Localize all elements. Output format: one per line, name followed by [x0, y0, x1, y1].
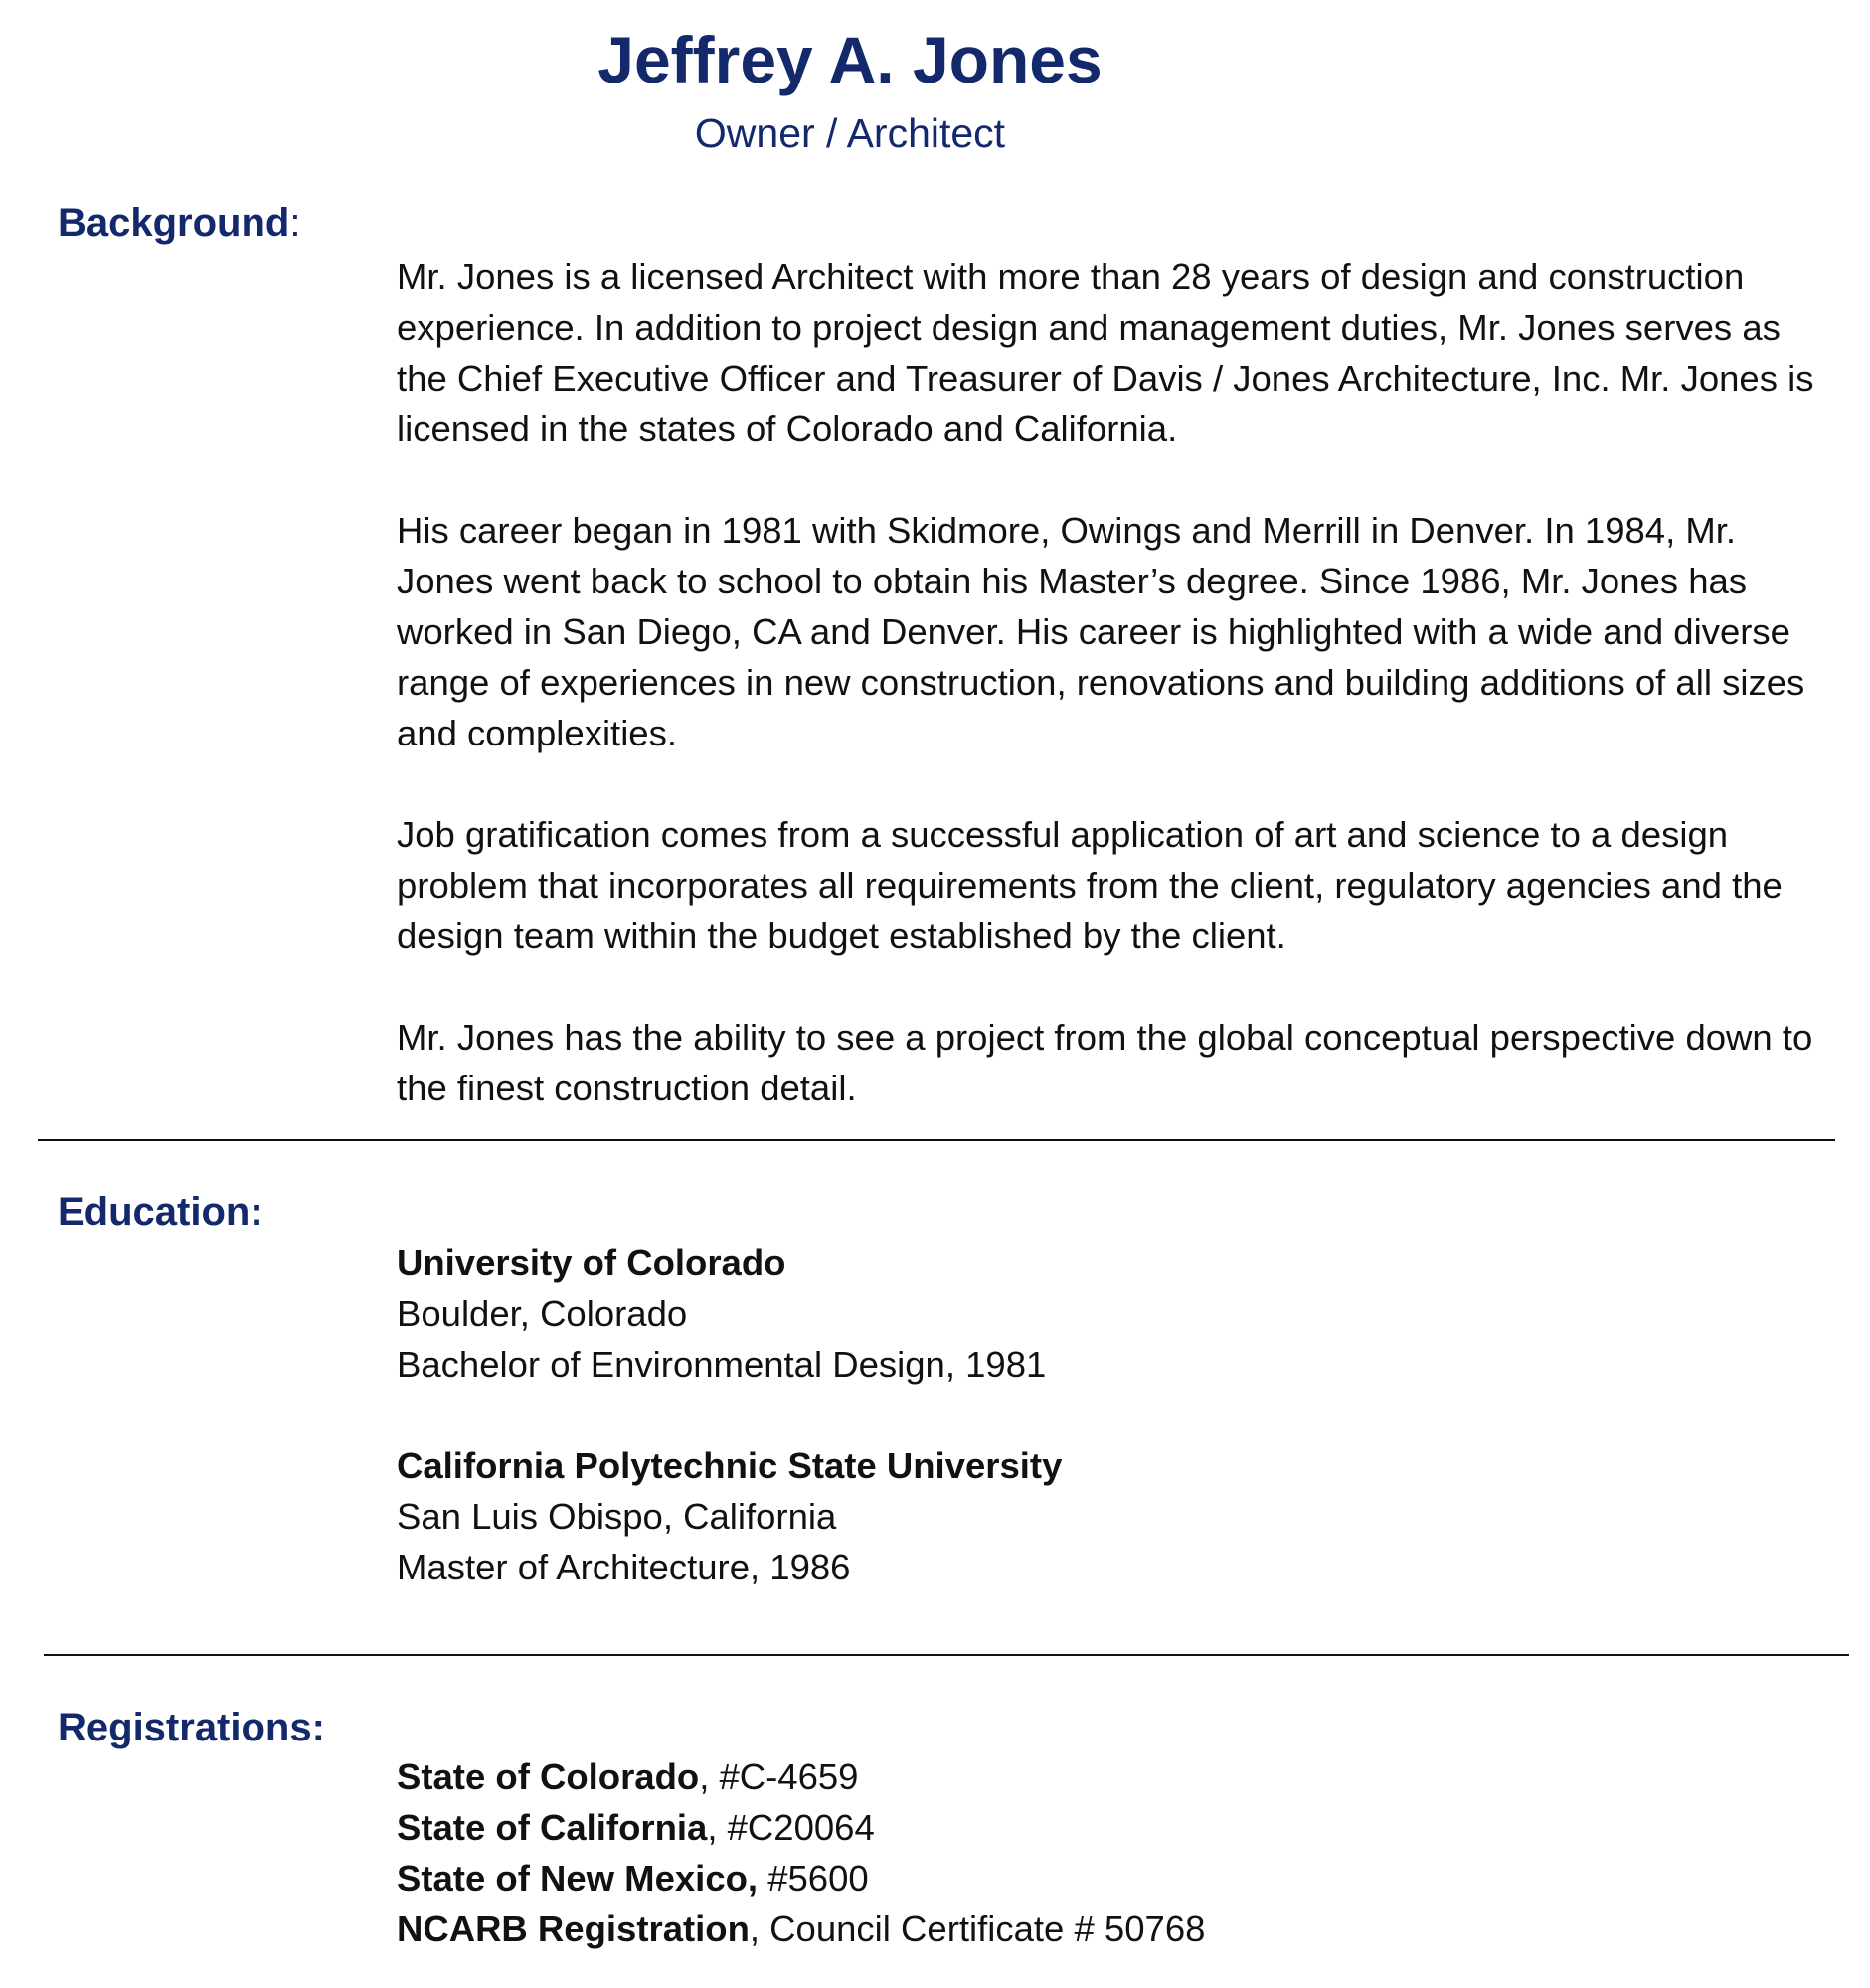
- registration-value: , #C-4659: [699, 1756, 859, 1797]
- registration-value: , #C20064: [707, 1807, 875, 1848]
- school-location: San Luis Obispo, California: [397, 1496, 837, 1537]
- registration-label: State of Colorado: [397, 1756, 700, 1797]
- background-body: [397, 251, 1828, 1113]
- registration-item: [397, 1802, 1828, 1853]
- person-title: Owner / Architect: [694, 110, 1006, 156]
- registration-item: [397, 1904, 1828, 1954]
- registration-value: , Council Certificate # 50768: [749, 1908, 1206, 1949]
- registration-label: State of California: [397, 1807, 708, 1848]
- background-paragraph: His career began in 1981 with Skidmore, Owings and Merrill in Denver. In 1984, Mr. Jones went back to school to obtain his Master’s degree. Since 1986, Mr. Jones has worked in San Diego, CA and Denver. His career is highlighted with a wide and diverse range of experiences in new construction, renovations and building additions of all sizes and complexities.: [397, 510, 1805, 753]
- education-body: [397, 1238, 1828, 1592]
- background-paragraph: Mr. Jones is a licensed Architect with more than 28 years of design and construction experience. In addition to project design and management duties, Mr. Jones serves as the Chief Executive Officer and Treasurer of Davis / Jones Architecture, Inc. Mr. Jones is licensed in the states of Colorado and California.: [397, 256, 1814, 449]
- registration-item: [397, 1853, 1828, 1904]
- background-paragraph: Mr. Jones has the ability to see a project from the global conceptual perspective down to the finest construction detail.: [397, 1017, 1813, 1108]
- background-heading: [58, 197, 300, 248]
- school-degree: Bachelor of Environmental Design, 1981: [397, 1344, 1047, 1385]
- registration-label: NCARB Registration: [397, 1908, 750, 1949]
- resume-header: [0, 20, 1700, 161]
- school-name: California Polytechnic State University: [397, 1445, 1063, 1486]
- registration-label: State of New Mexico,: [397, 1858, 759, 1899]
- section-divider: [38, 1139, 1835, 1141]
- registration-value: #5600: [758, 1858, 869, 1899]
- section-divider: [44, 1654, 1849, 1656]
- background-heading-label: Background: [58, 201, 290, 245]
- registrations-body: [397, 1751, 1828, 1954]
- education-heading: Education:: [58, 1190, 263, 1234]
- school-name: University of Colorado: [397, 1242, 786, 1283]
- registration-item: [397, 1751, 1828, 1802]
- background-heading-colon: :: [289, 201, 301, 245]
- school-location: Boulder, Colorado: [397, 1293, 688, 1334]
- person-name: Jeffrey A. Jones: [597, 23, 1103, 96]
- registrations-heading: Registrations:: [58, 1706, 325, 1749]
- school-degree: Master of Architecture, 1986: [397, 1547, 851, 1587]
- background-paragraph: Job gratification comes from a successful application of art and science to a design problem that incorporates all requirements from the client, regulatory agencies and the design team within the budget established by the client.: [397, 814, 1783, 956]
- education-entry: [397, 1238, 1828, 1390]
- education-entry: [397, 1440, 1828, 1592]
